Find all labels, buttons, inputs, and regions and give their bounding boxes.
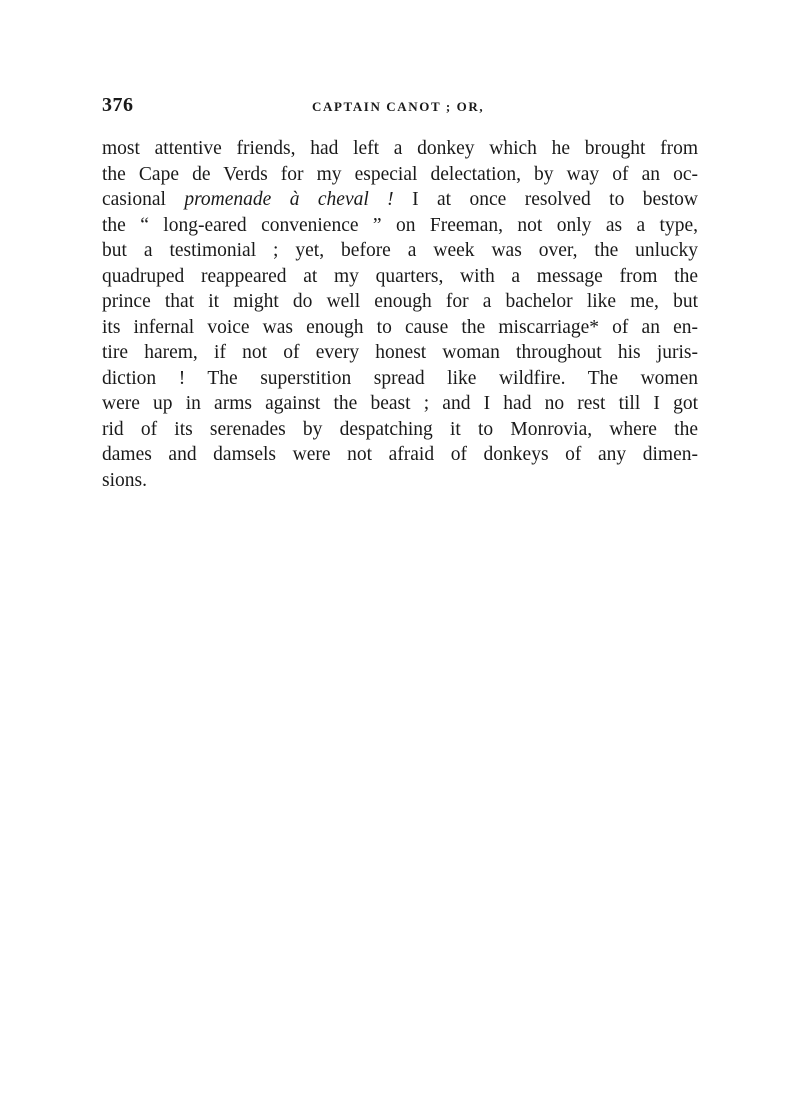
text-line: tire harem, if not of every honest woman throughout his juris- [102,342,698,363]
text-line: were up in arms against the beast ; and I had no rest till I got [102,393,698,414]
text-line: rid of its serenades by despatching it to Monrovia, where the [102,418,698,440]
text-line: sions. [102,469,147,491]
text-segment: I at once resolved to bestow [393,189,698,210]
text-segment: casional [102,189,185,210]
text-line: quadruped reappeared at my quarters, with a message from the [102,265,698,287]
text-line [102,187,698,213]
text-line: the Cape de Verds for my especial delectation, by way of an oc- [102,163,698,185]
text-line: dames and damsels were not afraid of donkeys of any dimen- [102,444,698,465]
page-number: 376 [102,94,134,116]
text-line: most attentive friends, had left a donkey which he brought from [102,138,698,159]
text-line: its infernal voice was enough to cause the miscarriage* of an en- [102,316,698,338]
body-paragraph [102,136,698,493]
running-head [102,94,698,118]
running-title: CAPTAIN CANOT ; OR, [312,99,485,114]
italic-phrase: promenade à cheval ! [184,189,394,210]
text-line: but a testimonial ; yet, before a week was over, the unlucky [102,240,698,261]
text-line: diction ! The superstition spread like wildfire. The women [102,367,698,389]
text-line: the “ long-eared convenience ” on Freeman, not only as a type, [102,214,698,236]
text-line: prince that it might do well enough for a bachelor like me, but [102,291,698,312]
